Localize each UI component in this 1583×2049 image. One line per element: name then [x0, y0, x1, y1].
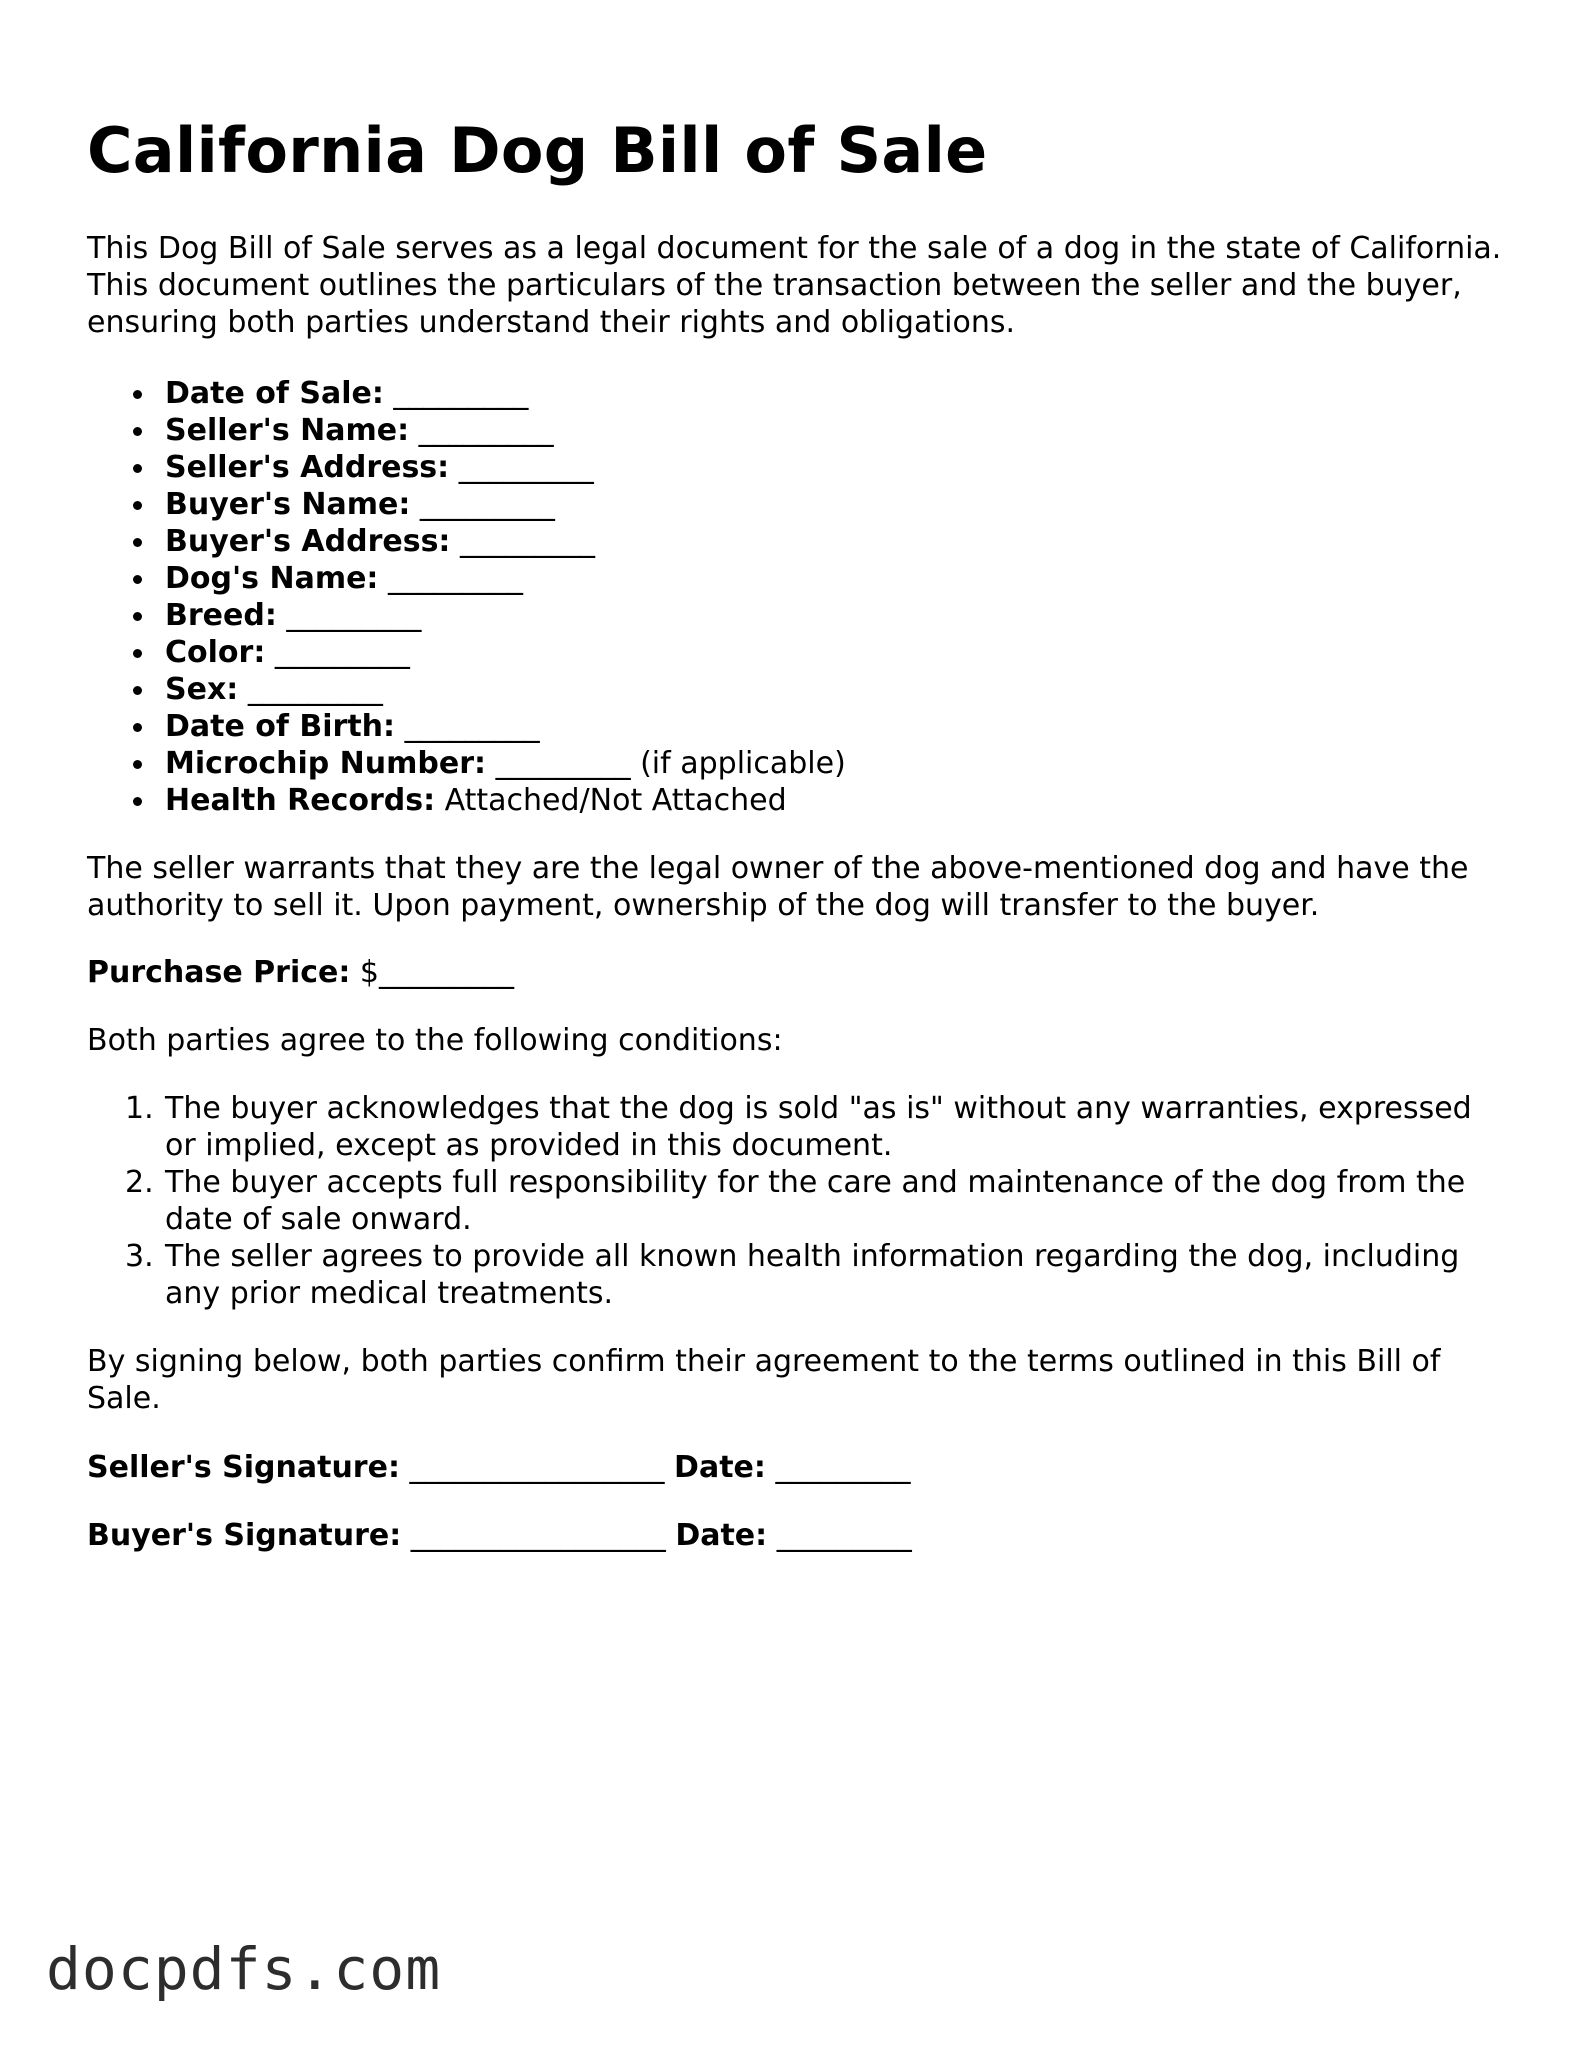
list-item: [165, 782, 1507, 819]
list-item: [165, 671, 1507, 708]
seller-date-blank: _________: [775, 1450, 911, 1485]
seller-signature-line: [87, 1449, 1507, 1486]
buyer-signature-blank: _________________: [410, 1518, 666, 1553]
buyer-signature-line: [87, 1517, 1507, 1554]
field-blank-date-of-birth: _________: [404, 709, 540, 744]
list-item: [165, 375, 1507, 412]
buyer-signature-label: Buyer's Signature:: [87, 1518, 402, 1553]
seller-signature-blank: _________________: [409, 1450, 665, 1485]
field-value-health-records: Attached/Not Attached: [444, 783, 787, 818]
field-label-breed: Breed:: [165, 598, 277, 633]
field-blank-microchip-number: _________ (if applicable): [495, 746, 846, 781]
condition-number: 3.: [125, 1239, 154, 1274]
condition-text: The buyer accepts full responsibility for the care and maintenance of the dog from the date of sale onward.: [165, 1165, 1466, 1237]
field-label-date-of-sale: Date of Sale:: [165, 376, 384, 411]
buyer-date-blank: _________: [776, 1518, 912, 1553]
list-item: [165, 745, 1507, 782]
field-blank-date-of-sale: _________: [393, 376, 529, 411]
purchase-price-blank: $_________: [359, 955, 515, 990]
field-label-microchip-number: Microchip Number:: [165, 746, 487, 781]
signing-paragraph: By signing below, both parties confirm their agreement to the terms outlined in this Bill of Sale.: [87, 1344, 1441, 1416]
field-label-date-of-birth: Date of Birth:: [165, 709, 396, 744]
watermark: docpdfs.com: [46, 1935, 442, 2003]
list-item: [125, 1164, 1507, 1238]
page-title: California Dog Bill of Sale: [87, 114, 988, 187]
buyer-date-label: Date:: [675, 1518, 768, 1553]
list-item: [165, 523, 1507, 560]
condition-number: 2.: [125, 1165, 154, 1200]
list-item: [165, 597, 1507, 634]
field-label-dog-name: Dog's Name:: [165, 561, 379, 596]
field-blank-seller-name: _________: [418, 413, 554, 448]
document-page: [87, 108, 1507, 1554]
field-label-buyer-name: Buyer's Name:: [165, 487, 411, 522]
seller-date-label: Date:: [674, 1450, 766, 1485]
purchase-price: [87, 954, 1507, 991]
list-item: [165, 708, 1507, 745]
field-blank-color: _________: [274, 635, 410, 670]
field-label-health-records: Health Records:: [165, 783, 436, 818]
list-item: [165, 560, 1507, 597]
condition-text: The seller agrees to provide all known health information regarding the dog, including any prior medical treatments.: [165, 1239, 1460, 1311]
field-label-color: Color:: [165, 635, 266, 670]
conditions-intro: Both parties agree to the following conditions:: [87, 1023, 783, 1058]
field-label-buyer-address: Buyer's Address:: [165, 524, 451, 559]
field-blank-dog-name: _________: [387, 561, 523, 596]
intro-paragraph: This Dog Bill of Sale serves as a legal document for the sale of a dog in the state of California. This document outlines the particulars of the transaction between the seller and the buyer, ensuring both parties understand their rights and obligations.: [87, 231, 1502, 340]
list-item: [165, 634, 1507, 671]
list-item: [125, 1238, 1507, 1312]
condition-number: 1.: [125, 1091, 154, 1126]
warranty-paragraph: The seller warrants that they are the legal owner of the above-mentioned dog and have the authority to sell it. Upon payment, ownership of the dog will transfer to the buyer.: [87, 851, 1469, 923]
list-item: [125, 1090, 1507, 1164]
field-blank-sex: _________: [247, 672, 383, 707]
purchase-price-label: Purchase Price:: [87, 955, 351, 990]
field-blank-buyer-name: _________: [419, 487, 555, 522]
field-blank-seller-address: _________: [458, 450, 594, 485]
list-item: [165, 412, 1507, 449]
seller-signature-label: Seller's Signature:: [87, 1450, 400, 1485]
list-item: [165, 449, 1507, 486]
sale-details-list: [87, 375, 1507, 819]
list-item: [165, 486, 1507, 523]
field-blank-buyer-address: _________: [459, 524, 595, 559]
field-label-sex: Sex:: [165, 672, 239, 707]
field-blank-breed: _________: [286, 598, 422, 633]
field-label-seller-address: Seller's Address:: [165, 450, 450, 485]
field-label-seller-name: Seller's Name:: [165, 413, 410, 448]
conditions-list: [87, 1090, 1507, 1312]
condition-text: The buyer acknowledges that the dog is sold "as is" without any warranties, expressed or implied, except as provided in this document.: [165, 1091, 1472, 1163]
